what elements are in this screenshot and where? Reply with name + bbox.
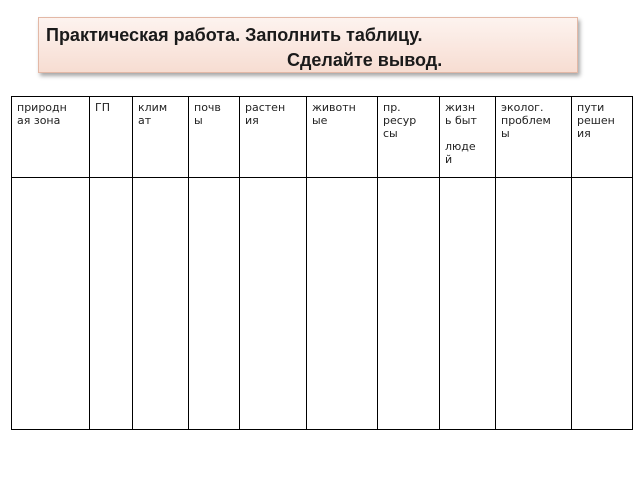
table-cell[interactable] [90, 178, 133, 430]
column-header-label: эколог. проблем ы [501, 101, 551, 140]
column-header-eco-problems [496, 97, 572, 178]
column-header-people-life [440, 97, 496, 178]
slide-title-box [38, 17, 578, 73]
column-header-natural-zone [12, 97, 90, 178]
table-header-row [12, 97, 633, 178]
table-cell[interactable] [189, 178, 240, 430]
table-cell[interactable] [440, 178, 496, 430]
table-cell[interactable] [307, 178, 378, 430]
column-header-soils [189, 97, 240, 178]
column-header-label: животн ые [312, 101, 356, 127]
column-header-geo-position [90, 97, 133, 178]
column-header-label: ГП [95, 101, 110, 114]
slide-title: Практическая работа. Заполнить таблицу. [46, 25, 423, 45]
column-header-climate [133, 97, 189, 178]
table-cell[interactable] [496, 178, 572, 430]
slide-subtitle: Сделайте вывод. [287, 50, 443, 70]
column-header-resources [378, 97, 440, 178]
task-table [11, 96, 633, 430]
table-cell[interactable] [12, 178, 90, 430]
table-cell[interactable] [378, 178, 440, 430]
column-header-animals [307, 97, 378, 178]
column-header-plants [240, 97, 307, 178]
column-header-label: природн ая зона [17, 101, 67, 127]
table-cell[interactable] [572, 178, 633, 430]
table-cell[interactable] [240, 178, 307, 430]
table-cell[interactable] [133, 178, 189, 430]
column-header-solutions [572, 97, 633, 178]
column-header-label: почв ы [194, 101, 221, 127]
column-header-label: растен ия [245, 101, 286, 127]
table-row [12, 178, 633, 430]
column-header-label: пр. ресур сы [383, 101, 417, 140]
column-header-label: пути решен ия [577, 101, 615, 140]
column-header-label: жизн ь быт люде й [445, 101, 477, 166]
column-header-label: клим ат [138, 101, 168, 127]
